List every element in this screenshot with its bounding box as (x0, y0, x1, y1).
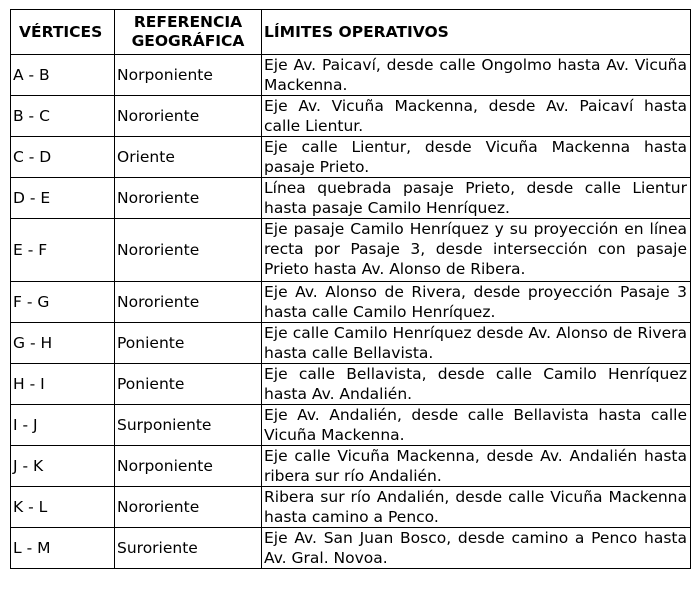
cell-referencia: Norponiente (115, 446, 262, 487)
cell-referencia: Nororiente (115, 96, 262, 137)
cell-referencia: Poniente (115, 364, 262, 405)
cell-limites: Eje calle Vicuña Mackenna, desde Av. Andalién hasta ribera sur río Andalién. (262, 446, 691, 487)
header-referencia-geografica: REFERENCIA GEOGRÁFICA (115, 10, 262, 55)
cell-referencia: Nororiente (115, 282, 262, 323)
table-row (11, 487, 691, 528)
cell-limites: Eje Av. Alonso de Rivera, desde proyección Pasaje 3 hasta calle Camilo Henríquez. (262, 282, 691, 323)
table-row (11, 219, 691, 282)
cell-limites: Eje Av. Andalién, desde calle Bellavista hasta calle Vicuña Mackenna. (262, 405, 691, 446)
cell-limites: Eje Av. Vicuña Mackenna, desde Av. Paicaví hasta calle Lientur. (262, 96, 691, 137)
cell-vertices: A - B (11, 55, 115, 96)
cell-vertices: K - L (11, 487, 115, 528)
cell-referencia: Surponiente (115, 405, 262, 446)
cell-referencia: Oriente (115, 137, 262, 178)
cell-referencia: Poniente (115, 323, 262, 364)
cell-vertices: H - I (11, 364, 115, 405)
cell-vertices: D - E (11, 178, 115, 219)
table-row (11, 282, 691, 323)
cell-limites: Eje calle Lientur, desde Vicuña Mackenna hasta pasaje Prieto. (262, 137, 691, 178)
cell-referencia: Norponiente (115, 55, 262, 96)
cell-limites: Eje pasaje Camilo Henríquez y su proyección en línea recta por Pasaje 3, desde intersección con pasaje Prieto hasta Av. Alonso de Ribera. (262, 219, 691, 282)
cell-limites: Eje Av. Paicaví, desde calle Ongolmo hasta Av. Vicuña Mackenna. (262, 55, 691, 96)
table-row (11, 96, 691, 137)
table-row (11, 323, 691, 364)
table-row (11, 528, 691, 569)
header-row (11, 10, 691, 55)
cell-vertices: E - F (11, 219, 115, 282)
cell-vertices: L - M (11, 528, 115, 569)
table-row (11, 364, 691, 405)
cell-vertices: J - K (11, 446, 115, 487)
cell-referencia: Nororiente (115, 178, 262, 219)
cell-vertices: G - H (11, 323, 115, 364)
cell-limites: Línea quebrada pasaje Prieto, desde calle Lientur hasta pasaje Camilo Henríquez. (262, 178, 691, 219)
cell-vertices: C - D (11, 137, 115, 178)
cell-referencia: Nororiente (115, 487, 262, 528)
cell-limites: Ribera sur río Andalién, desde calle Vicuña Mackenna hasta camino a Penco. (262, 487, 691, 528)
cell-vertices: B - C (11, 96, 115, 137)
cell-referencia: Suroriente (115, 528, 262, 569)
table-row (11, 446, 691, 487)
cell-limites: Eje calle Bellavista, desde calle Camilo Henríquez hasta Av. Andalién. (262, 364, 691, 405)
header-vertices: VÉRTICES (11, 10, 115, 55)
cell-referencia: Nororiente (115, 219, 262, 282)
cell-vertices: I - J (11, 405, 115, 446)
table-row (11, 55, 691, 96)
header-limites-operativos: LÍMITES OPERATIVOS (262, 10, 691, 55)
table-row (11, 178, 691, 219)
cell-limites: Eje calle Camilo Henríquez desde Av. Alonso de Rivera hasta calle Bellavista. (262, 323, 691, 364)
table-row (11, 405, 691, 446)
cell-limites: Eje Av. San Juan Bosco, desde camino a Penco hasta Av. Gral. Novoa. (262, 528, 691, 569)
table-row (11, 137, 691, 178)
cell-vertices: F - G (11, 282, 115, 323)
limites-table (10, 9, 691, 569)
